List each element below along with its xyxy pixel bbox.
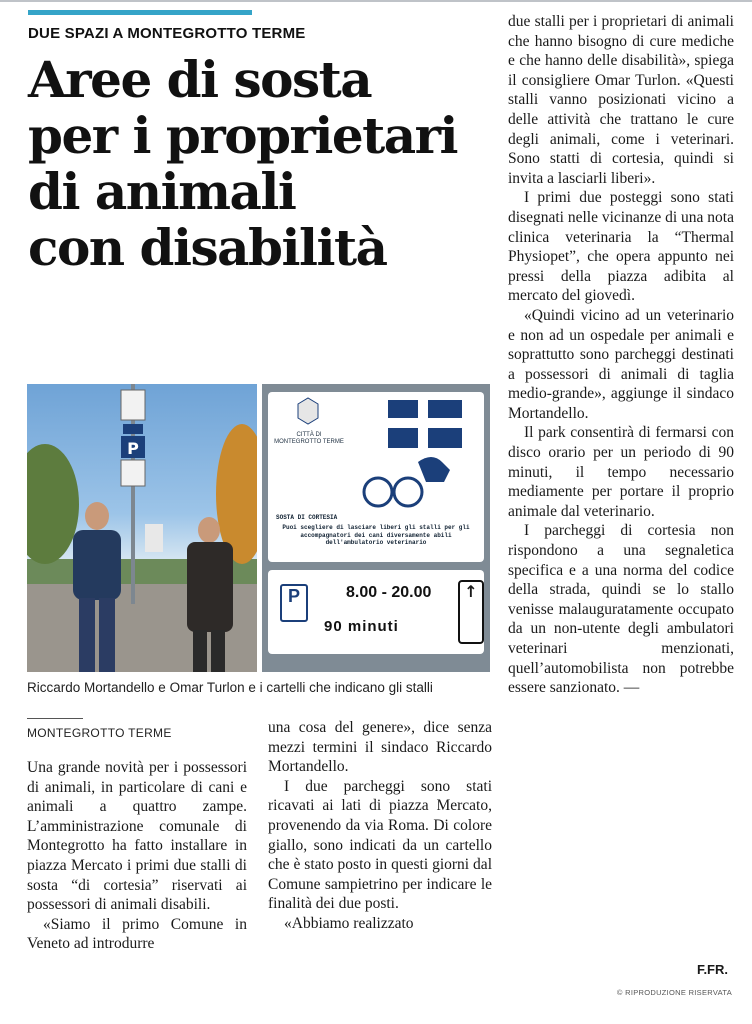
paragraph: «Abbiamo realizzato (284, 914, 414, 932)
sign-title: SOSTA DI CORTESIA (276, 514, 338, 521)
photo-sign-closeup (262, 384, 490, 672)
paragraph: I due parcheggi sono stati ricavati ai lati di piazza Mercato, provenendo da via Roma. Di colore giallo, sono indicati da un cartello che è stato posto in questi giorni dal Comune sampietrino per indicare le finalità dei due posti. (268, 777, 492, 913)
sign-hours-panel (268, 570, 484, 654)
paragraph: Una grande novità per i possessori di animali, in particolare di cani e animali a quattro zampe. L’amministrazione comunale di Montegrotto ha fatto installare in piazza Mercato i primi due stalli di sosta “di cortesia” riservati ai possessori di animali disabili. (27, 759, 247, 914)
photo-men-with-sign (27, 384, 257, 672)
article-column-3 (508, 12, 734, 698)
author-signature: F.FR. (696, 962, 728, 977)
headline-line: per i proprietari (28, 106, 458, 165)
sign-panel (268, 392, 484, 562)
kicker: DUE SPAZI A MONTEGROTTO TERME (28, 25, 306, 42)
parking-icon: P (280, 584, 308, 622)
headline (28, 52, 508, 276)
sign-hours: 8.00 - 20.00 (346, 584, 432, 601)
paragraph: I primi due posteggi sono stati disegnati nelle vicinanze di una nota clinica veterinaria la “Thermal Physiopet”, che opera appunto nei pressi della piazza adibita al mercato del giovedì. (508, 189, 734, 305)
paragraph: «Siamo il primo Comune in Veneto ad introdurre (27, 915, 247, 953)
location-rule (27, 718, 83, 719)
sign-minutes: 90 minuti (324, 618, 399, 635)
article-column-2 (268, 718, 492, 934)
headline-line: di animali (28, 162, 296, 221)
crest-text: CITTÀ DI MONTEGROTTO TERME (274, 432, 344, 445)
headline-line: con disabilità (28, 218, 387, 277)
arrow-up-icon: ↑ (458, 580, 484, 644)
headline-line: Aree di sosta (28, 50, 372, 109)
sign-symbols (268, 392, 484, 512)
paragraph: «Quindi vicino ad un veterinario e non ad un ospedale per animali e soprattutto sono parcheggi destinati a possessori di animali di taglia medio-grande», aggiunge il sindaco Mortandello. (508, 306, 734, 422)
article-column-1 (27, 758, 247, 954)
dateline-location: MONTEGROTTO TERME (27, 726, 172, 740)
people-photo-illustration (27, 384, 257, 672)
paragraph: una cosa del genere», dice senza mezzi termini il sindaco Riccardo Mortandello. (268, 719, 492, 776)
photo-caption: Riccardo Mortandello e Omar Turlon e i cartelli che indicano gli stalli (27, 680, 433, 695)
section-accent-bar (28, 10, 252, 15)
svg-text:P: P (127, 439, 139, 458)
top-rule (0, 0, 752, 2)
paragraph: I parcheggi di cortesia non rispondono a una segnaletica specifica e a una norma del codice della strada, quindi se lo stallo venisse malauguratamente occupato da un non-utente degli ambulatori veterinari menzionati, quell’automobilista non potrebbe essere sanzionato. — (508, 522, 734, 697)
sign-text: Puoi scegliere di lasciare liberi gli stalli per gli accompagnatori dei cani diversamente abili dell'ambulatorio veterinario (282, 524, 470, 546)
rights-notice: © RIPRODUZIONE RISERVATA (616, 988, 732, 997)
paragraph: Il park consentirà di fermarsi con disco orario per un periodo di 90 minuti, il tempo necessario mediamente per portare il proprio animale dal veterinario. (508, 424, 734, 520)
paragraph: due stalli per i proprietari di animali che hanno bisogno di cure mediche e che hanno delle disabilità», spiega il consigliere Omar Turlon. «Questi stalli vanno posizionati vicino a delle attività che trattano le cure degli animali, come i veterinari. Sono statti di cortesia, quindi si invita a lasciarli liberi». (508, 13, 734, 187)
